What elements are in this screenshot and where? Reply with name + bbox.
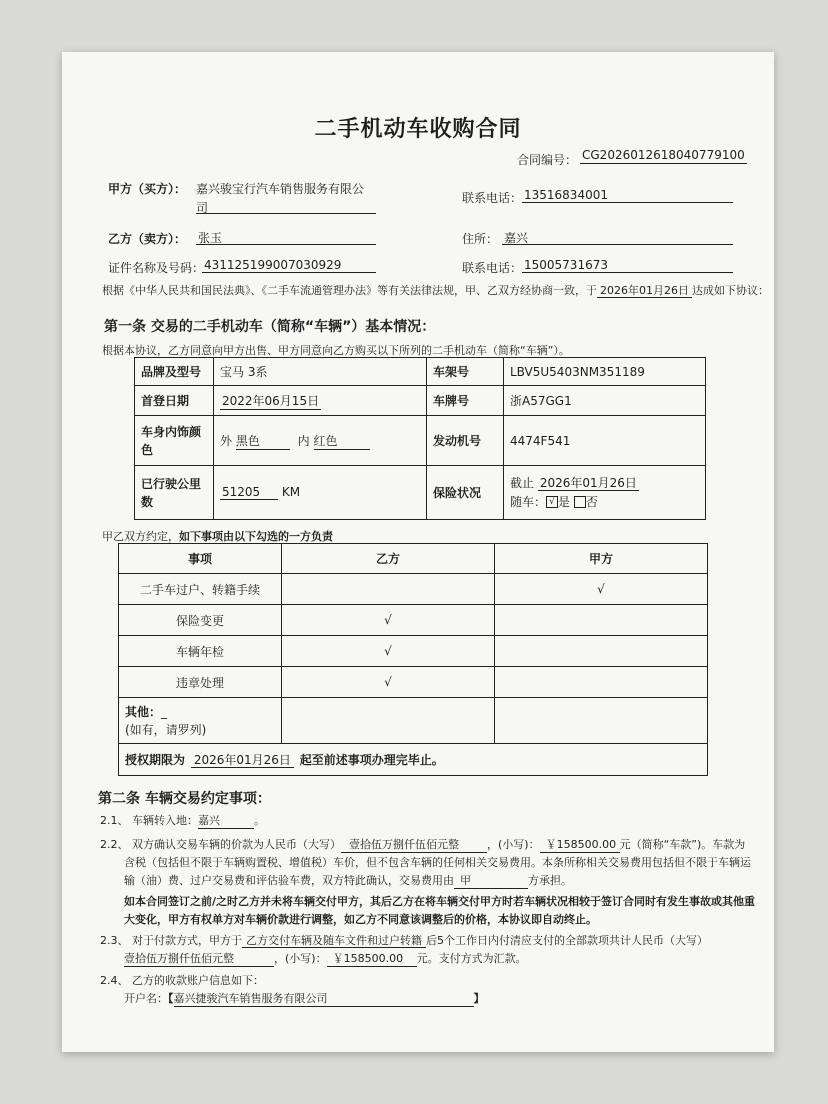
contract-title: 二手机动车收购合同 [314, 117, 522, 142]
clause-2-3-c: ，(小写)： [274, 952, 327, 965]
resp-header-b: 乙方 [282, 544, 495, 574]
clause-2-3-no: 2.3、 [100, 934, 129, 947]
party-b-address: 嘉兴 [504, 231, 529, 245]
resp-row-a-mark[interactable] [495, 636, 708, 667]
clause-2-4-text: 乙方的收款账户信息如下： [132, 974, 264, 987]
clause-2-3-amount: ￥158500.00 [327, 950, 417, 967]
account-holder-row [124, 990, 485, 1007]
party-b-phone: 15005731673 [524, 258, 608, 272]
resp-header-a: 甲方 [495, 544, 708, 574]
clause-2-1-end: 。 [254, 814, 265, 827]
intro-date: 2026年01月26日 [597, 284, 692, 298]
vehicle-table [134, 357, 706, 520]
deadline-label: 授权期限为 [125, 753, 186, 767]
clause-2-2-line2: 含税（包括但不限于车辆购置税、增值税）车价，但不包含车辆的任何相关交易费用。本条所称相关交易费用包括但不限于车辆运 [124, 856, 751, 869]
intro-text [102, 282, 782, 298]
party-a-label: 甲方（买方）： [108, 182, 187, 196]
resp-row-a-mark[interactable] [495, 667, 708, 698]
party-a-name-line2: 司 [196, 201, 209, 215]
resp-row-item: 二手车过户、转籍手续 [119, 574, 282, 605]
party-a-phone: 13516834001 [524, 188, 608, 202]
engine-label: 发动机号 [427, 416, 504, 466]
with-car-label: 随车： [510, 494, 547, 509]
responsibility-table [118, 543, 708, 776]
clause-2-3-a: 对于付款方式，甲方于 [132, 934, 242, 947]
contract-no-label: 合同编号： [517, 153, 578, 167]
engine-value: 4474F541 [504, 416, 706, 466]
clause-2-2-line1 [100, 836, 745, 853]
table-row [119, 605, 708, 636]
article2-heading: 第二条 车辆交易约定事项： [98, 791, 271, 807]
party-b-name: 张玉 [198, 231, 223, 245]
party-b-phone-label: 联系电话： [462, 261, 523, 275]
insurance-label: 保险状况 [427, 466, 504, 520]
article1-heading: 第一条 交易的二手机动车（简称“车辆”）基本情况： [104, 319, 436, 335]
other-row [125, 703, 275, 721]
clause-2-3-line1 [100, 932, 708, 948]
resp-row-b-mark[interactable]: √ [282, 636, 495, 667]
resp-header-item: 事项 [119, 544, 282, 574]
insurance-deadline-label: 截止 [510, 475, 535, 490]
party-a-phone-underline [522, 202, 733, 203]
intro-part1: 根据《中华人民共和国民法典》、《二手车流通管理办法》等有关法律法规，甲、乙双方经协商一致，于 [102, 284, 597, 297]
party-b-id: 431125199007030929 [204, 258, 342, 272]
clause-2-2-line3b: 方承担。 [528, 874, 572, 887]
resp-row-item: 违章处理 [119, 667, 282, 698]
clause-2-3-b: 后5个工作日内付清应支付的全部款项共计人民币（大写） [426, 934, 708, 947]
clause-2-2-a: 双方确认交易车辆的价款为人民币（大写） [132, 838, 341, 851]
party-a-name-line1: 嘉兴骏宝行汽车销售服务有限公 [196, 182, 365, 196]
clause-2-1-value: 嘉兴 [198, 812, 254, 829]
brand-value: 宝马 3系 [214, 358, 427, 386]
yes-label: 是 [558, 494, 571, 509]
clause-2-2-bold-line1: 如本合同签订之前/之时乙方并未将车辆交付甲方，其后乙方在将车辆交付甲方时若车辆状况相较于签订合同时有发生事故或其他重 [124, 895, 756, 908]
clause-2-3-cond: 乙方交付车辆及随车文件和过户转籍 [242, 934, 426, 948]
mileage-cell [214, 466, 427, 520]
with-car-row [510, 493, 699, 512]
clause-2-2-amount: ￥158500.00 [540, 836, 620, 853]
color-cell [214, 416, 427, 466]
resp-row-item: 车辆年检 [119, 636, 282, 667]
clause-2-3-line2 [124, 950, 527, 967]
no-checkbox[interactable] [574, 496, 586, 508]
color-out-label: 外 [220, 433, 233, 448]
resp-row-b-mark[interactable]: √ [282, 667, 495, 698]
plate-value: 浙A57GG1 [504, 386, 706, 416]
clause-2-2-payer: 甲 [454, 872, 528, 889]
insurance-cell [504, 466, 706, 520]
color-in-value: 红色 [314, 432, 370, 450]
clause-2-2-bold-line2: 大变化，甲方有权单方对车辆价款进行调整，如乙方不同意该调整后的价格，本协议即自动终止。 [124, 913, 597, 926]
no-label: 否 [585, 494, 598, 509]
clause-2-3-d: 元。支付方式为汇款。 [416, 952, 527, 965]
contract-paper [62, 52, 774, 1052]
resp-row-a-mark[interactable]: √ [495, 574, 708, 605]
resp-intro-bold: 如下事项由以下勾选的一方负责 [179, 530, 333, 543]
party-b-address-label: 住所： [462, 232, 499, 246]
brand-label: 品牌及型号 [135, 358, 214, 386]
clause-2-4-no: 2.4、 [100, 974, 129, 987]
resp-row-a-mark[interactable] [495, 605, 708, 636]
clause-2-3-amount-cn: 壹拾伍万捌仟伍佰元整 [124, 950, 274, 967]
insurance-deadline-row [510, 474, 699, 493]
insurance-deadline: 2026年01月26日 [539, 475, 637, 490]
reg-date-label: 首登日期 [135, 386, 214, 416]
reg-date-cell [214, 386, 427, 416]
clause-2-4 [100, 972, 264, 988]
color-in-label: 内 [297, 433, 310, 448]
table-row [119, 667, 708, 698]
party-a-phone-label: 联系电话： [462, 191, 523, 205]
vin-value: LBV5U5403NM351189 [504, 358, 706, 386]
intro-part2: 达成如下协议： [692, 284, 769, 297]
party-b-id-underline [202, 272, 376, 273]
color-out-value: 黑色 [236, 432, 290, 450]
yes-checkbox[interactable]: √ [546, 496, 558, 508]
party-b-name-underline [196, 244, 376, 245]
clause-2-2-amount-cn: 壹拾伍万捌仟伍佰元整 [341, 836, 487, 853]
party-b-phone-underline [522, 272, 733, 273]
resp-row-b-mark[interactable] [282, 574, 495, 605]
resp-row-item: 保险变更 [119, 605, 282, 636]
mileage-value: 51205 [220, 485, 278, 500]
other-value[interactable]: _ [161, 704, 168, 719]
mileage-unit: KM [281, 485, 301, 499]
table-row [119, 636, 708, 667]
table-row [119, 574, 708, 605]
plate-label: 车牌号 [427, 386, 504, 416]
deadline-tail: 起至前述事项办理完毕止。 [299, 753, 444, 767]
clause-2-1-text: 车辆转入地： [132, 814, 198, 827]
reg-date-value: 2022年06月15日 [222, 394, 320, 408]
party-a-underline [196, 213, 376, 214]
account-holder-label: 开户名： [124, 992, 168, 1005]
other-a[interactable] [495, 698, 708, 744]
resp-intro [102, 528, 333, 544]
deadline-date: 2026年01月26日 [191, 753, 294, 768]
clause-2-2-line3a: 输（油）费、过户交易费和评估验车费，双方特此确认，交易费用由 [124, 874, 454, 887]
clause-2-1 [100, 812, 265, 829]
account-bracket-open: 【 [168, 992, 174, 1005]
clause-2-2-b: ，(小写)： [487, 838, 540, 851]
color-label: 车身内饰颜色 [135, 416, 214, 466]
clause-2-1-no: 2.1、 [100, 814, 129, 827]
account-holder-name: 嘉兴捷骏汽车销售服务有限公司 [174, 990, 474, 1007]
deadline-cell [119, 744, 708, 776]
contract-no-value: CG2026012618040779100 [582, 148, 745, 162]
vin-label: 车架号 [427, 358, 504, 386]
party-b-label: 乙方（卖方）： [108, 232, 187, 246]
other-label: 其他： [125, 704, 162, 719]
other-hint: (如有，请罗列) [125, 722, 207, 737]
party-b-id-label: 证件名称及号码： [108, 261, 205, 275]
party-b-address-underline [502, 244, 733, 245]
resp-intro-text: 甲乙双方约定， [102, 530, 179, 543]
mileage-label: 已行驶公里数 [135, 466, 214, 520]
resp-row-b-mark[interactable]: √ [282, 605, 495, 636]
other-cell [119, 698, 282, 744]
clause-2-2-no: 2.2、 [100, 838, 129, 851]
account-bracket-close: 】 [473, 992, 485, 1005]
clause-2-2-c: 元（简称“车款”)。车款为 [619, 838, 746, 851]
other-b[interactable] [282, 698, 495, 744]
clause-2-2-line3 [124, 872, 572, 889]
article1-intro: 根据本协议，乙方同意向甲方出售、甲方同意向乙方购买以下所列的二手机动车（简称“车辆”）。 [102, 344, 570, 357]
